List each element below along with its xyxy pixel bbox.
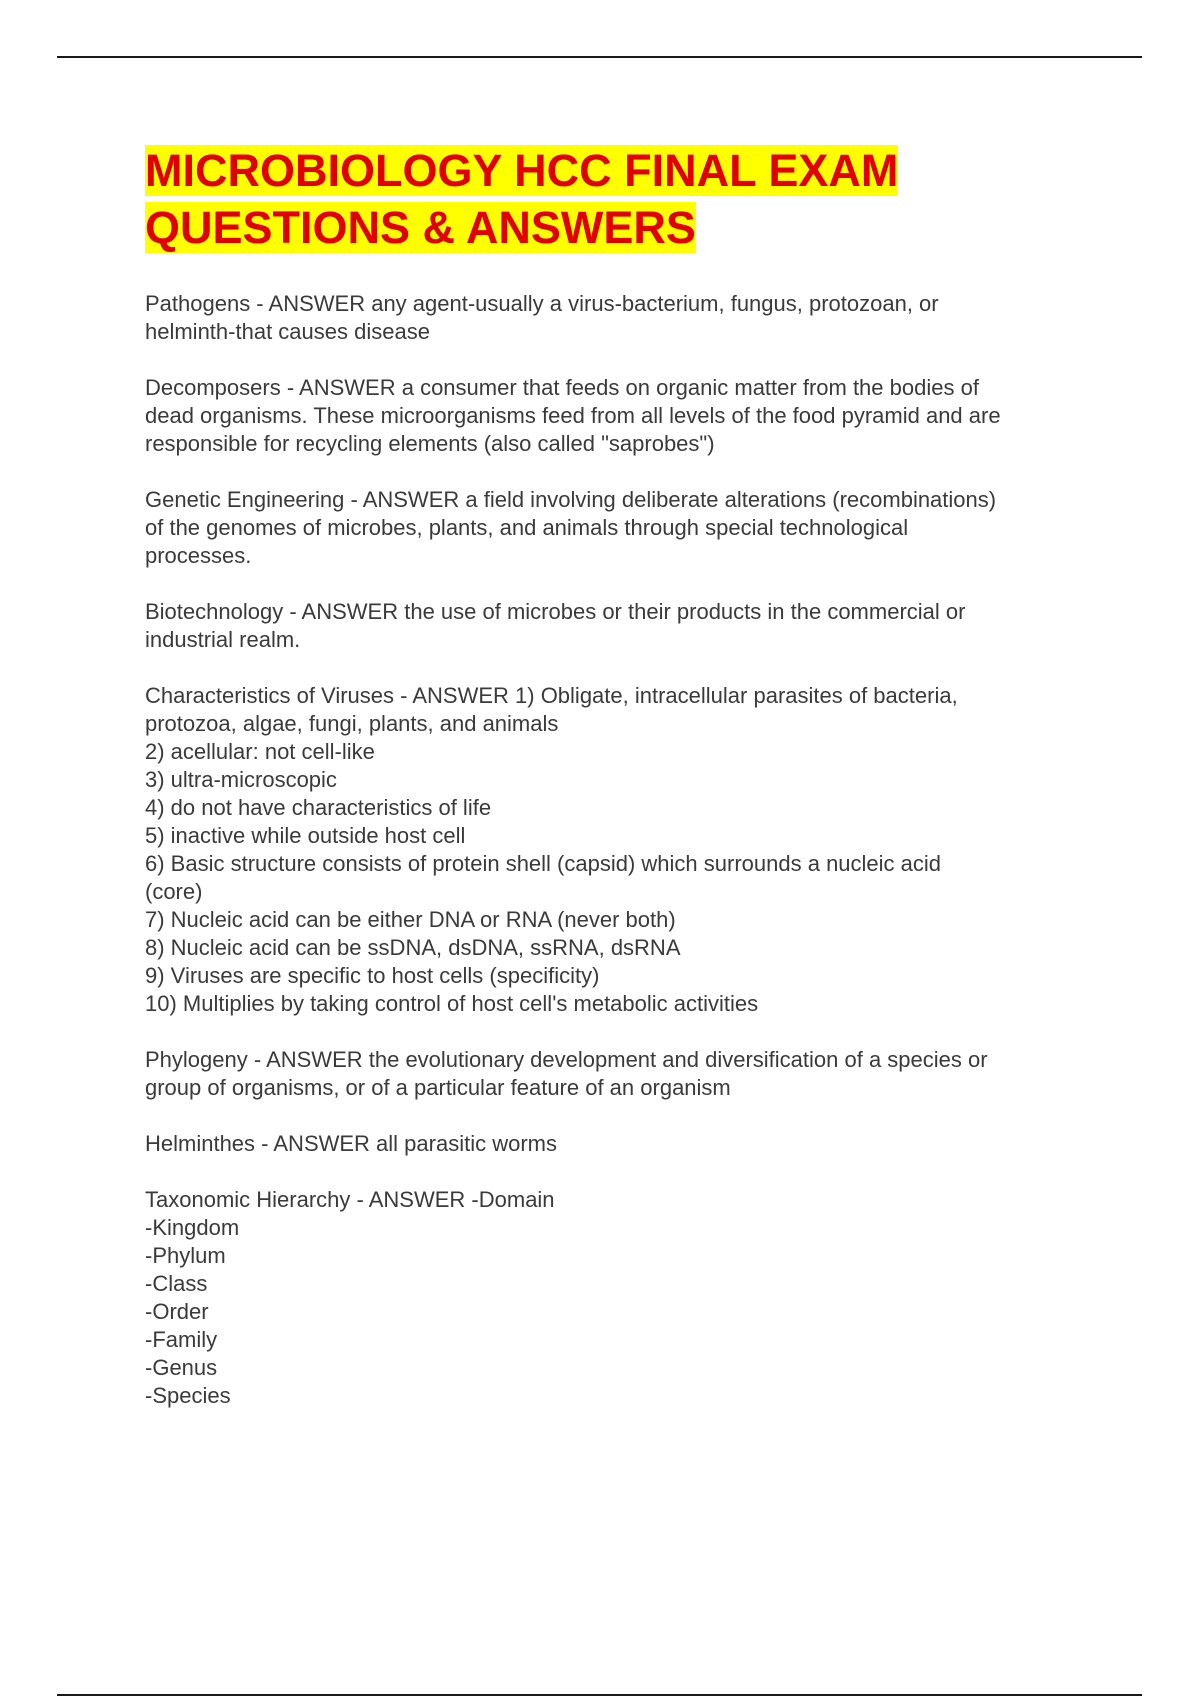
entry-taxonomic-hierarchy xyxy=(145,1186,1105,1410)
entry-line: 9) Viruses are specific to host cells (specificity) xyxy=(145,963,600,988)
footer-rule xyxy=(57,1694,1142,1696)
entry-line: Taxonomic Hierarchy - ANSWER -Domain xyxy=(145,1187,555,1212)
entry-line: 3) ultra-microscopic xyxy=(145,767,337,792)
entry-line: Phylogeny - ANSWER the evolutionary development and diversification of a species or xyxy=(145,1047,988,1072)
entry-line: of the genomes of microbes, plants, and animals through special technological xyxy=(145,515,909,540)
entry-line: Pathogens - ANSWER any agent-usually a virus-bacterium, fungus, protozoan, or xyxy=(145,291,939,316)
entry-pathogens xyxy=(145,290,1105,346)
entry-line: 8) Nucleic acid can be ssDNA, dsDNA, ssRNA, dsRNA xyxy=(145,935,681,960)
header-rule xyxy=(57,56,1142,58)
document-body xyxy=(145,142,1105,1438)
entry-line: processes. xyxy=(145,543,252,568)
entry-line: -Order xyxy=(145,1299,209,1324)
entry-biotechnology xyxy=(145,598,1105,654)
entry-line: 6) Basic structure consists of protein shell (capsid) which surrounds a nucleic acid xyxy=(145,851,942,876)
entry-line: Decomposers - ANSWER a consumer that feeds on organic matter from the bodies of xyxy=(145,375,979,400)
entry-helminthes xyxy=(145,1130,1105,1158)
entry-line: industrial realm. xyxy=(145,627,301,652)
title-line-2: QUESTIONS & ANSWERS xyxy=(145,202,696,253)
entry-line: -Phylum xyxy=(145,1243,226,1268)
entry-line: 10) Multiplies by taking control of host cell's metabolic activities xyxy=(145,991,759,1016)
entry-line: responsible for recycling elements (also called "saprobes") xyxy=(145,431,715,456)
entry-line: -Species xyxy=(145,1383,231,1408)
entry-line: protozoa, algae, fungi, plants, and animals xyxy=(145,711,559,736)
entry-decomposers xyxy=(145,374,1105,458)
entry-line: -Family xyxy=(145,1327,218,1352)
entry-genetic-engineering xyxy=(145,486,1105,570)
entry-line: Helminthes - ANSWER all parasitic worms xyxy=(145,1131,557,1156)
entry-line: -Kingdom xyxy=(145,1215,240,1240)
entry-line: dead organisms. These microorganisms feed from all levels of the food pyramid and are xyxy=(145,403,1001,428)
entry-line: -Genus xyxy=(145,1355,218,1380)
document-title xyxy=(145,142,1105,256)
entry-line: group of organisms, or of a particular feature of an organism xyxy=(145,1075,731,1100)
entry-line: (core) xyxy=(145,879,203,904)
entry-line: 5) inactive while outside host cell xyxy=(145,823,466,848)
entry-line: 4) do not have characteristics of life xyxy=(145,795,492,820)
entry-line: Characteristics of Viruses - ANSWER 1) Obligate, intracellular parasites of bacteria, xyxy=(145,683,958,708)
entry-line: Biotechnology - ANSWER the use of microbes or their products in the commercial or xyxy=(145,599,966,624)
entry-line: 2) acellular: not cell-like xyxy=(145,739,375,764)
entry-characteristics-of-viruses xyxy=(145,682,1105,1018)
entry-line: helminth-that causes disease xyxy=(145,319,430,344)
title-line-1: MICROBIOLOGY HCC FINAL EXAM xyxy=(145,145,899,196)
entry-phylogeny xyxy=(145,1046,1105,1102)
entry-line: -Class xyxy=(145,1271,208,1296)
entry-line: Genetic Engineering - ANSWER a field involving deliberate alterations (recombinations) xyxy=(145,487,997,512)
entry-line: 7) Nucleic acid can be either DNA or RNA (never both) xyxy=(145,907,676,932)
